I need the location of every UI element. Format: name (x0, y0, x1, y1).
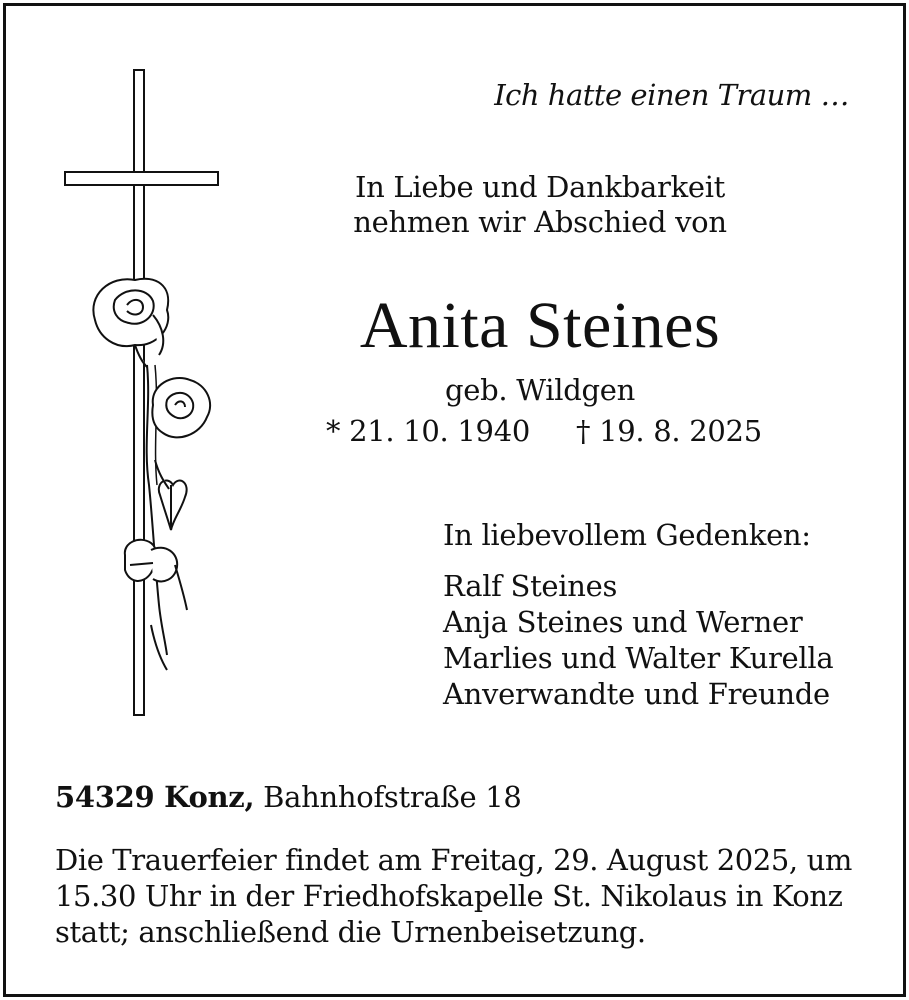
address (55, 780, 522, 814)
memory-heading: In liebevollem Gedenken: (443, 518, 811, 552)
address-street: Bahnhofstraße 18 (263, 780, 522, 814)
address-city: 54329 Konz, (55, 780, 255, 814)
death-date: † 19. 8. 2025 (576, 414, 762, 448)
mourner: Marlies und Walter Kurella (443, 641, 834, 675)
mourner: Anja Steines und Werner (443, 605, 803, 639)
birth-date: * 21. 10. 1940 (326, 414, 530, 448)
intro-line-1: In Liebe und Dankbarkeit (354, 170, 726, 204)
mourner: Anverwandte und Freunde (443, 677, 830, 711)
motto: Ich hatte einen Traum … (494, 78, 849, 112)
cross-with-roses-icon (55, 65, 225, 725)
mourners-list (443, 568, 833, 712)
mourner: Ralf Steines (443, 569, 618, 603)
maiden-name: geb. Wildgen (445, 373, 635, 407)
deceased-name: Anita Steines (359, 289, 721, 362)
service-notice: Die Trauerfeier findet am Freitag, 29. August 2025, um 15.30 Uhr in der Friedhofskapelle St. Nikolaus in Konz statt; anschließend die Urnenbeisetzung. (55, 843, 852, 949)
intro-line-2: nehmen wir Abschied von (353, 205, 727, 239)
